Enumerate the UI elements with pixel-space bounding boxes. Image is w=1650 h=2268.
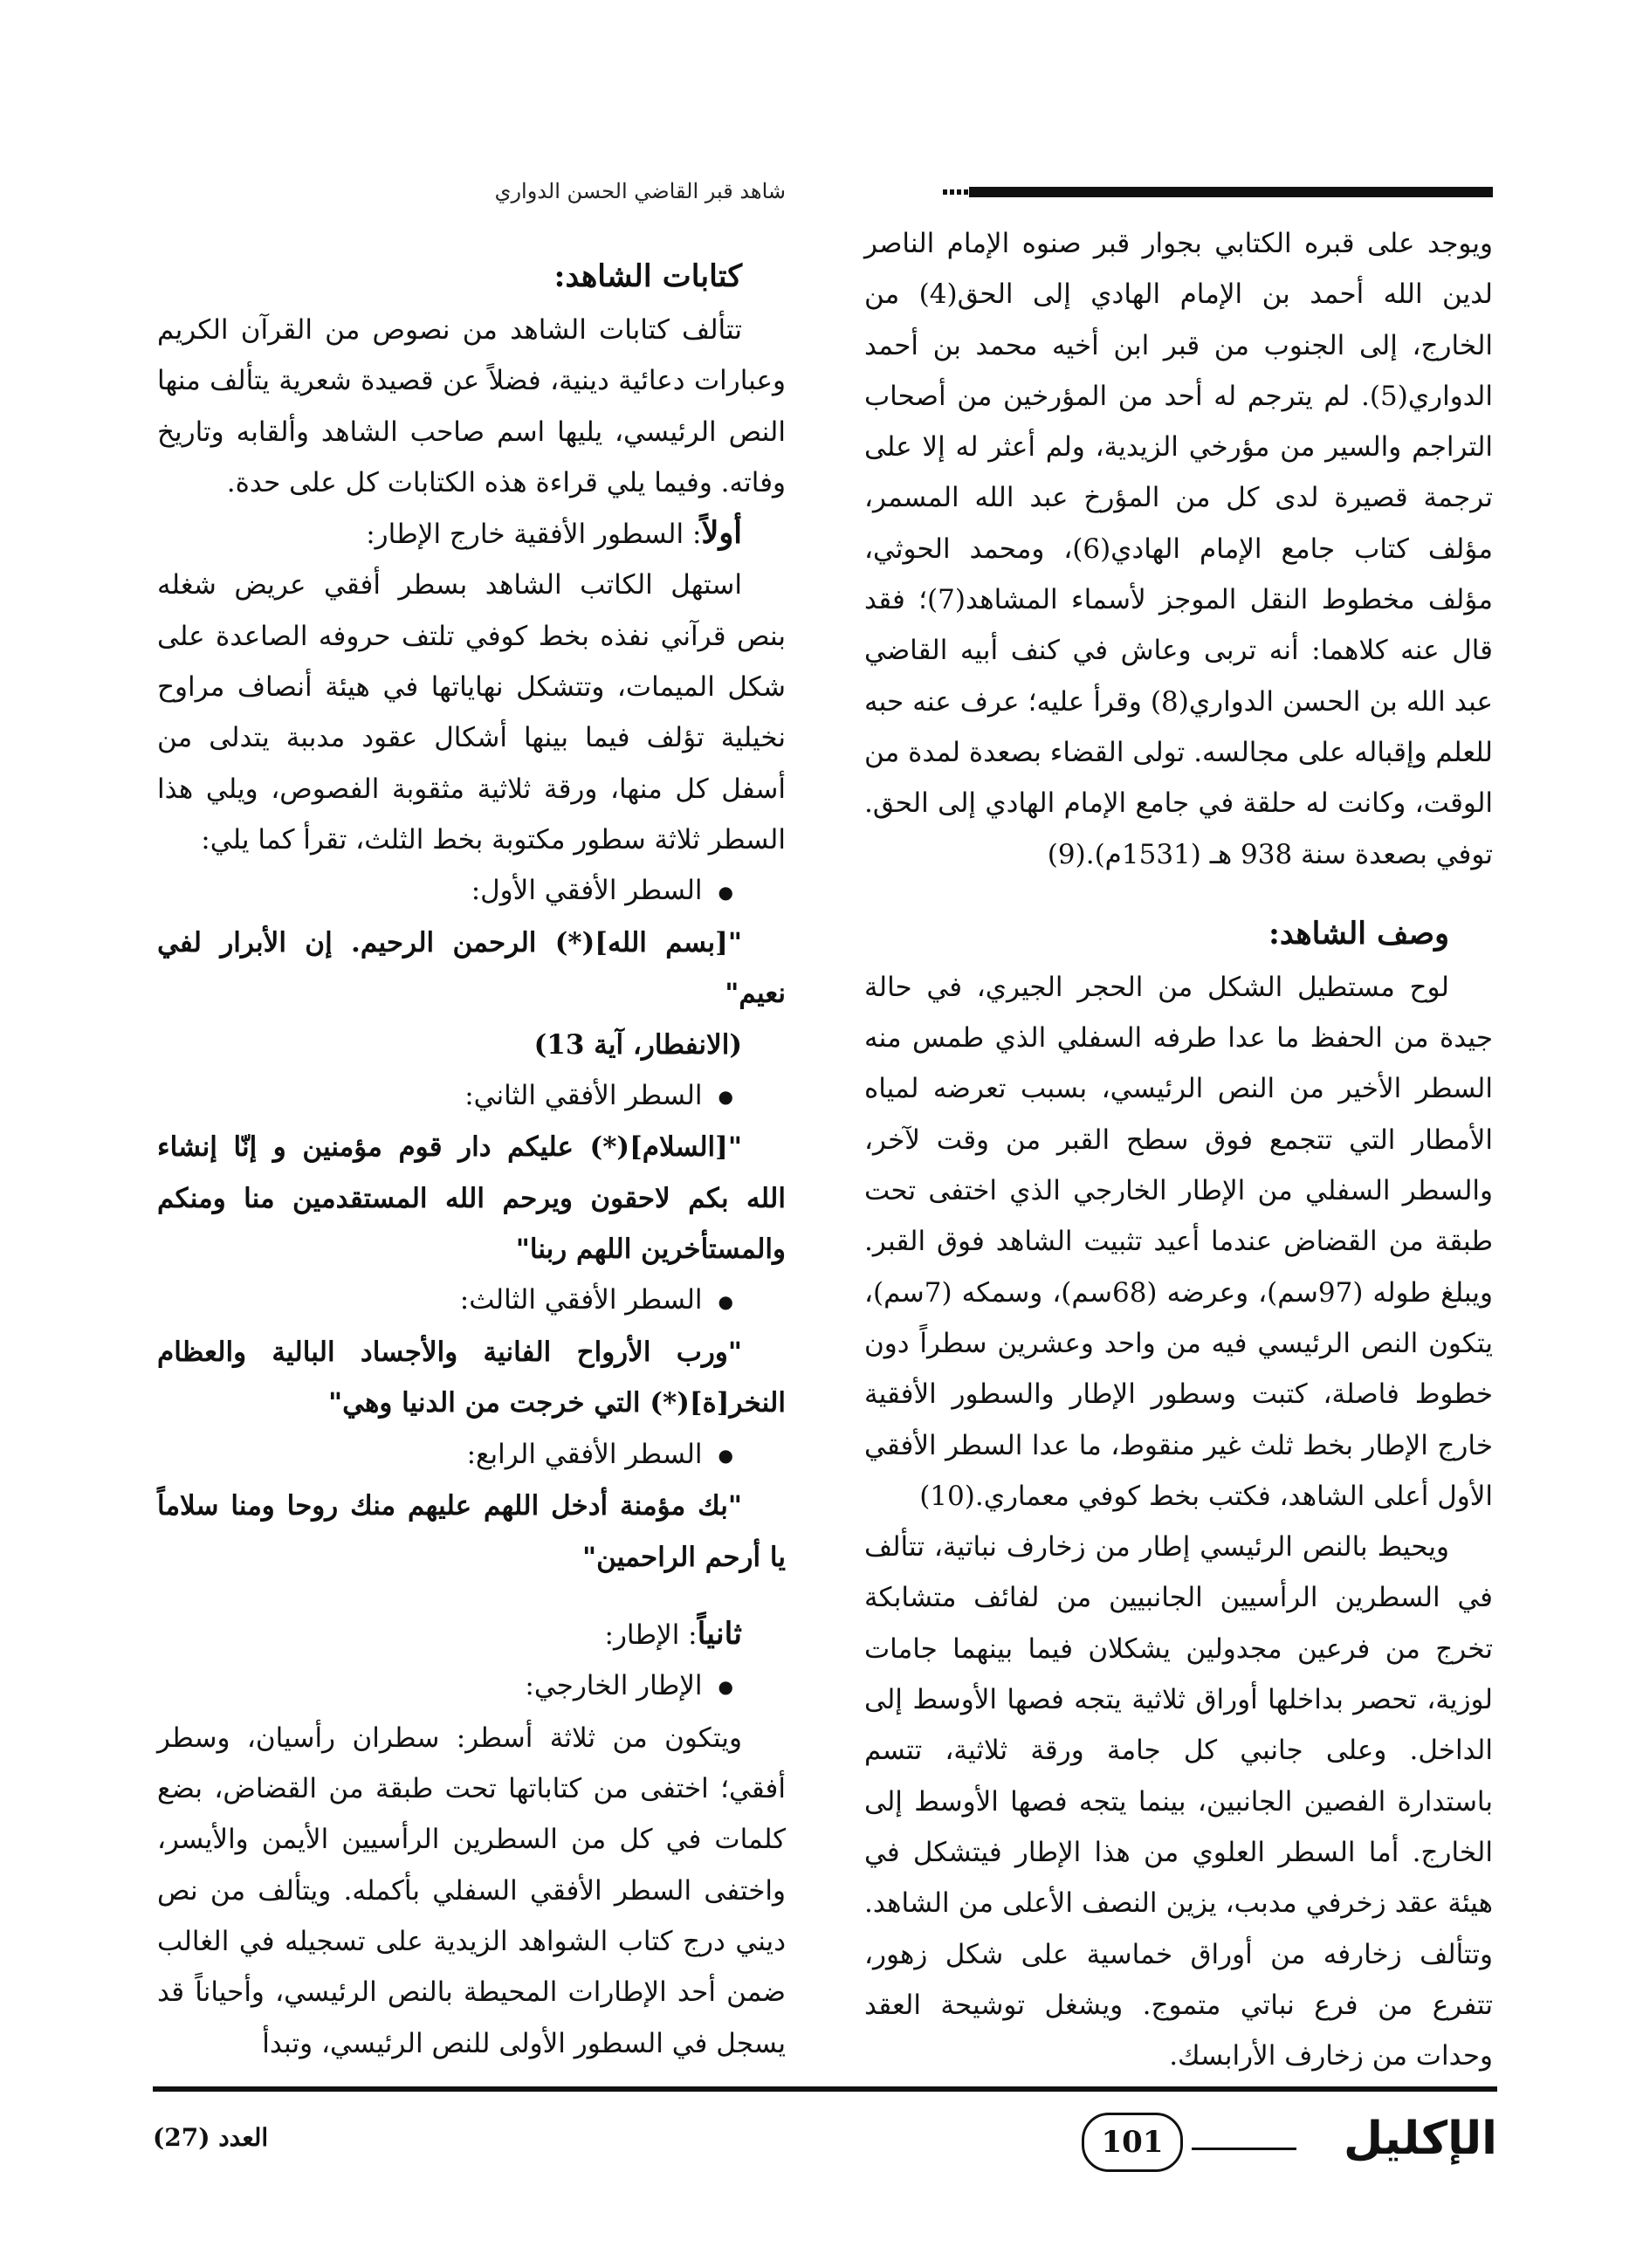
frame-label: ● الإطار الخارجي: xyxy=(157,1660,786,1713)
running-title: شاهد قبر القاضي الحسن الدواري xyxy=(494,179,786,203)
issue-number: العدد (27) xyxy=(153,2123,269,2152)
right-column xyxy=(864,218,1493,2081)
page-footer xyxy=(153,2113,1497,2182)
line1-text: "[بسم الله](*) الرحمن الرحيم. إن الأبرار لفي نعيم" xyxy=(157,926,786,1010)
line1-label: ● السطر الأفقي الأول: xyxy=(157,865,786,918)
left-column xyxy=(157,249,786,2069)
line4-label: ● السطر الأفقي الرابع: xyxy=(157,1429,786,1481)
subheading-second-ordinal: ثانياً xyxy=(697,1615,742,1652)
line2-label: ● السطر الأفقي الثاني: xyxy=(157,1070,786,1123)
inscriptions-intro: تتألف كتابات الشاهد من نصوص من القرآن الكريم وعبارات دعائية دينية، فضلاً عن قصيدة شعرية يتألف منها النص الرئيسي، يليها اسم صاحب الشاهد وألقابه وتاريخ وفاته. وفيما يلي قراءة هذه الكتابات كل على حدة. xyxy=(157,314,786,498)
subheading-first-title: : السطور الأفقية خارج الإطار: xyxy=(366,519,702,551)
line4-text: "بك مؤمنة أدخل اللهم عليهم منك روحا ومنا سلاماً يا أرحم الراحمين" xyxy=(157,1490,786,1573)
top-rule xyxy=(969,187,1493,197)
subheading-first xyxy=(157,508,786,560)
frame-paragraph: ويتكون من ثلاثة أسطر: سطران رأسيان، وسطر أفقي؛ اختفى من كتاباتها تحت طبقة من القضاض، بضع كلمات في كل من السطرين الرأسيين الأيمن والأيسر، واختفى السطر الأفقي السفلي بأكمله. ويتألف من نص ديني درج كتاب الشواهد الزيدية على تسجيله في الغالب ضمن أحد الإطارات المحيطة بالنص الرئيسي، وأحياناً قد يسجل في السطور الأولى للنص الرئيسي، وتبدأ xyxy=(157,1722,786,2059)
subheading-second-title: : الإطار: xyxy=(604,1619,698,1651)
line1-reference: (الانفطار، آية 13) xyxy=(533,1028,742,1061)
logo-line xyxy=(1192,2148,1296,2150)
line3-label: ● السطر الأفقي الثالث: xyxy=(157,1275,786,1327)
section-heading-inscriptions: كتابات الشاهد: xyxy=(553,258,742,294)
line3-text: "ورب الأرواح الفانية والأجساد البالية والعظام النخر[ة](*) التي خرجت من الدنيا وهي" xyxy=(157,1336,786,1419)
subheading-second xyxy=(157,1609,786,1660)
horizontal-lines-paragraph: استهل الكاتب الشاهد بسطر أفقي عريض شغله بنص قرآني نفذه بخط كوفي تلتف حروفه الصاعدة على شكل الميمات، وتتشكل نهاياتها في هيئة أنصاف مراوح نخيلية تؤلف فيما بينها أشكال عقود مدببة يتدلى من أسفل كل منها، ورقة ثلاثية مثقوبة الفصوص، ويلي هذا السطر ثلاثة سطور مكتوبة بخط الثلث، تقرأ كما يلي: xyxy=(157,569,786,856)
line2-text: "[السلام](*) عليكم دار قوم مؤمنين و إنّا إنشاء الله بكم لاحقون ويرحم الله المستقدمين منا ومنكم والمستأخرين اللهم ربنا" xyxy=(157,1131,786,1266)
intro-paragraph: ويوجد على قبره الكتابي بجوار قبر صنوه الإمام الناصر لدين الله أحمد بن الإمام الهادي إلى الحق(4) من الخارج، إلى الجنوب من قبر ابن أخيه محمد بن أحمد الدواري(5). لم يترجم له أحد من المؤرخين من أصحاب التراجم والسير من مؤرخي الزيدية، ولم أعثر له إلا على ترجمة قصيرة لدى كل من المؤرخ عبد الله المسمر، مؤلف كتاب جامع الإمام الهادي(6)، ومحمد الحوثي، مؤلف مخطوط النقل الموجز لأسماء المشاهد(7)؛ فقد قال عنه كلاهما: أنه تربى وعاش في كنف أبيه القاضي عبد الله بن الحسن الدواري(8) وقرأ عليه؛ عرف عنه حبه للعلم وإقباله على مجالسه. تولى القضاء بصعدة لمدة من الوقت، وكانت له حلقة في جامع الإمام الهادي إلى الحق. توفي بصعدة سنة 938 هـ (1531م).(9) xyxy=(864,228,1493,870)
description-paragraph-2: ويحيط بالنص الرئيسي إطار من زخارف نباتية، تتألف في السطرين الرأسيين الجانبيين من لفائف متشابكة تخرج من فرعين مجدولين يشكلان فيما بينهما جامات لوزية، تحصر بداخلها أوراق ثلاثية يتجه فصها الأوسط إلى الداخل. وعلى جانبي كل جامة ورقة ثلاثية، تتسم باستدارة الفصين الجانبين، بينما يتجه فصها الأوسط إلى الخارج. أما السطر العلوي من هذا الإطار فيتشكل في هيئة عقد زخرفي مدبب، يزين النصف الأعلى من الشاهد. وتتألف زخارفه من أوراق خماسية على شكل زهور، تتفرع من فرع نباتي متموج. ويشغل توشيحة العقد وحدات من زخارف الأرابسك. xyxy=(864,1531,1493,2072)
section-heading-description: وصف الشاهد: xyxy=(1268,915,1449,952)
subheading-first-ordinal: أولاً xyxy=(701,515,742,552)
bottom-rule xyxy=(153,2086,1497,2092)
journal-logo: الإكليل xyxy=(1344,2113,1497,2165)
page-number: 101 xyxy=(1082,2113,1183,2172)
description-paragraph-1: لوح مستطيل الشكل من الحجر الجيري، في حالة جيدة من الحفظ ما عدا طرفه السفلي الذي طمس منه السطر الأخير من النص الرئيسي، بسبب تعرضه لمياه الأمطار التي تتجمع فوق سطح القبر من وقت لآخر، والسطر السفلي من الإطار الخارجي الذي اختفى تحت طبقة من القضاض عندما أعيد تثبيت الشاهد فوق القبر. ويبلغ طوله (97سم)، وعرضه (68سم)، وسمكه (7سم)، يتكون النص الرئيسي فيه من واحد وعشرين سطراً دون خطوط فاصلة، كتبت وسطور الإطار والسطور الأفقية خارج الإطار بخط ثلث غير منقوط، ما عدا السطر الأفقي الأول أعلى الشاهد، فكتب بخط كوفي معماري.(10) xyxy=(864,971,1493,1512)
